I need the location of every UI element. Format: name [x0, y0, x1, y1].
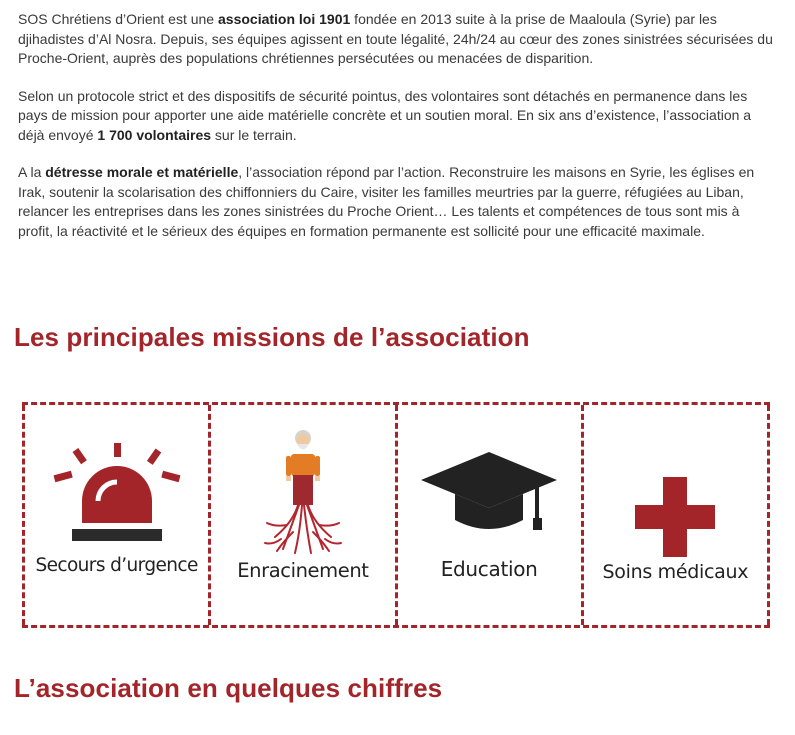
intro-paragraph-2: [18, 87, 778, 146]
p2-text-a: Selon un protocole strict et des dispositifs de sécurité pointus, des volontaires sont détachés en permanence dans les pays de mission pour apporter une aide matérielle concrète et un soutien moral. En six ans d’existence, l’association a déjà envoyé: [18, 87, 752, 143]
p1-text-c: fondée en 2013 suite à la prise de Maaloula (Syrie) par les djihadistes d’Al Nosra. Depuis, ses équipes agissent en toute légalité, 24h/24 au cœur des zones sinistrées sécurisées du Proche-Orient, auprès des populations chrétiennes persécutées ou menacées de disparition.: [18, 11, 773, 66]
mission-medical-care[interactable]: [581, 405, 770, 625]
mission-rooting[interactable]: [208, 405, 394, 625]
missions-grid: [22, 402, 770, 628]
missions-heading: Les principales missions de l’association: [14, 322, 530, 352]
graduation-cap-icon: [419, 450, 559, 540]
intro-text: [18, 10, 778, 259]
rooted-elder-icon: [253, 427, 353, 557]
mission-label: Soins médicaux: [602, 561, 749, 583]
p2-highlight: 1 700 volontaires: [97, 126, 212, 143]
mission-emergency-relief[interactable]: [22, 405, 208, 625]
medical-cross-icon: [635, 477, 715, 557]
figures-heading: L’association en quelques chiffres: [14, 673, 443, 703]
p3-highlight: détresse morale et matérielle: [45, 164, 239, 180]
mission-label: Enracinement: [237, 559, 369, 582]
intro-paragraph-3: [18, 163, 778, 241]
p1-text-a: SOS Chrétiens d’Orient est une: [18, 11, 218, 27]
alarm-siren-icon: [42, 443, 192, 548]
p3-text-a: A la: [18, 164, 46, 180]
p2-text-c: sur le terrain.: [211, 126, 297, 143]
p1-highlight: association loi 1901: [218, 11, 351, 27]
mission-label: Education: [440, 557, 538, 581]
p3-text-c: , l’association répond par l’action. Reconstruire les maisons en Syrie, les églises en Irak, soutenir la scolarisation des chiffonniers du Caire, visiter les familles meurtries par la guerre, réfugiées au Liban, relancer les entreprises dans les zones sinistrées du Proche Orient… Les talents et compétences de tous sont mis à profit, la réactivité et le sérieux des équipes en formation permanente est sollicité pour une efficacité maximale.: [18, 164, 755, 239]
mission-label: Secours d’urgence: [35, 555, 198, 576]
mission-education[interactable]: [395, 405, 581, 625]
intro-paragraph-1: [18, 10, 778, 69]
